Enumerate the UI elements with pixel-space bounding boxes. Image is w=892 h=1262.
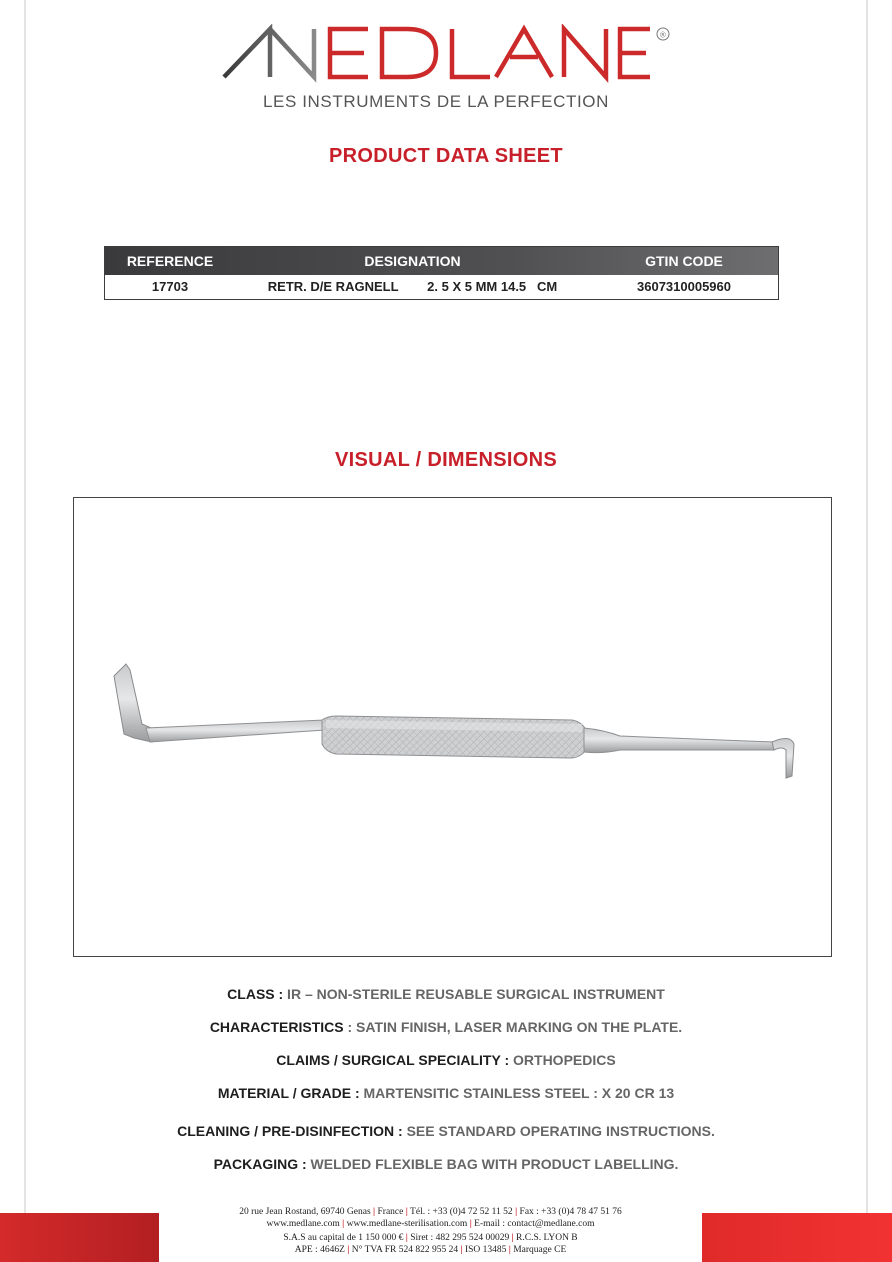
spec-cleaning-value: SEE STANDARD OPERATING INSTRUCTIONS. xyxy=(402,1123,715,1139)
footer-rcs: R.C.S. LYON B xyxy=(516,1233,578,1243)
spec-class-value: IR – NON-STERILE REUSABLE SURGICAL INSTRUMENT xyxy=(283,986,665,1002)
footer-line-1: 20 rue Jean Rostand, 69740 Genas | France | Tél. : +33 (0)4 72 52 11 52 | Fax : +33 (0)4 78 47 51 76 xyxy=(239,1207,622,1217)
spec-material xyxy=(0,1085,892,1101)
spec-class xyxy=(0,986,892,1002)
spec-claims-label: CLAIMS / SURGICAL SPECIALITY : xyxy=(276,1052,510,1068)
footer-iso: ISO 13485 xyxy=(464,1245,507,1255)
cell-designation: RETR. D/E RAGNELL 2. 5 X 5 MM 14.5 CM xyxy=(267,279,558,294)
header-reference: REFERENCE xyxy=(126,253,214,269)
spec-claims-value: ORTHOPEDICS xyxy=(509,1052,616,1068)
spec-material-value: MARTENSITIC STAINLESS STEEL : X 20 CR 13 xyxy=(359,1085,675,1101)
footer-capital: S.A.S au capital de 1 150 000 € xyxy=(283,1233,404,1243)
footer-country: France xyxy=(377,1207,404,1217)
logo-tagline: LES INSTRUMENTS DE LA PERFECTION xyxy=(262,92,610,111)
table-row xyxy=(105,275,778,299)
ragnell-retractor-image xyxy=(74,498,831,956)
footer-ape: APE : 4646Z xyxy=(294,1245,345,1255)
registered-mark: ® xyxy=(660,30,666,40)
cell-gtin: 3607310005960 xyxy=(637,279,731,294)
reference-table-header xyxy=(105,247,778,275)
spec-material-label: MATERIAL / GRADE : xyxy=(217,1085,360,1101)
spec-cleaning xyxy=(0,1123,892,1139)
footer-tva: N° TVA FR 524 822 955 24 xyxy=(351,1245,459,1255)
footer-email[interactable]: E-mail : contact@medlane.com xyxy=(474,1219,595,1229)
footer-sterilisation-link[interactable]: www.medlane-sterilisation.com xyxy=(346,1219,468,1229)
header-gtin-code: GTIN CODE xyxy=(645,253,723,269)
medlane-wordmark-graphic xyxy=(222,24,672,84)
footer-website-link[interactable]: www.medlane.com xyxy=(266,1219,340,1229)
product-visual-frame xyxy=(73,497,832,957)
cell-reference: 17703 xyxy=(151,279,189,294)
footer-fax: Fax : +33 (0)4 78 47 51 76 xyxy=(519,1207,622,1217)
spec-characteristics-label: CHARACTERISTICS xyxy=(209,1019,344,1035)
page-border-left xyxy=(24,0,26,1262)
spec-packaging-label: PACKAGING : xyxy=(213,1156,307,1172)
header-designation: DESIGNATION xyxy=(364,253,461,269)
spec-class-label: CLASS : xyxy=(227,986,284,1002)
footer-address: 20 rue Jean Rostand, 69740 Genas xyxy=(239,1207,371,1217)
medlane-logo xyxy=(222,24,672,114)
product-data-sheet-title: PRODUCT DATA SHEET xyxy=(329,145,563,167)
page-border-right xyxy=(866,0,868,1262)
visual-dimensions-title: VISUAL / DIMENSIONS xyxy=(334,449,558,471)
spec-packaging-value: WELDED FLEXIBLE BAG WITH PRODUCT LABELLING. xyxy=(306,1156,679,1172)
footer-line-3: S.A.S au capital de 1 150 000 € | Siret : 482 295 524 00029 | R.C.S. LYON B xyxy=(283,1233,578,1243)
footer-line-4: APE : 4646Z | N° TVA FR 524 822 955 24 | ISO 13485 | Marquage CE xyxy=(294,1245,567,1255)
footer-red-bar-right xyxy=(702,1213,892,1262)
spec-cleaning-label: CLEANING / PRE-DISINFECTION : xyxy=(177,1123,403,1139)
spec-packaging xyxy=(0,1156,892,1172)
spec-claims xyxy=(0,1052,892,1068)
reference-table xyxy=(104,246,779,300)
spec-characteristics xyxy=(0,1019,892,1035)
footer-tel: Tél. : +33 (0)4 72 52 11 52 xyxy=(410,1207,513,1217)
spec-characteristics-value: : SATIN FINISH, LASER MARKING ON THE PLATE. xyxy=(343,1019,683,1035)
footer-line-2: www.medlane.com | www.medlane-sterilisation.com | E-mail : contact@medlane.com xyxy=(266,1219,595,1229)
footer-siret: Siret : 482 295 524 00029 xyxy=(410,1233,510,1243)
footer-ce: Marquage CE xyxy=(513,1245,567,1255)
footer-red-bar-left xyxy=(0,1213,159,1262)
